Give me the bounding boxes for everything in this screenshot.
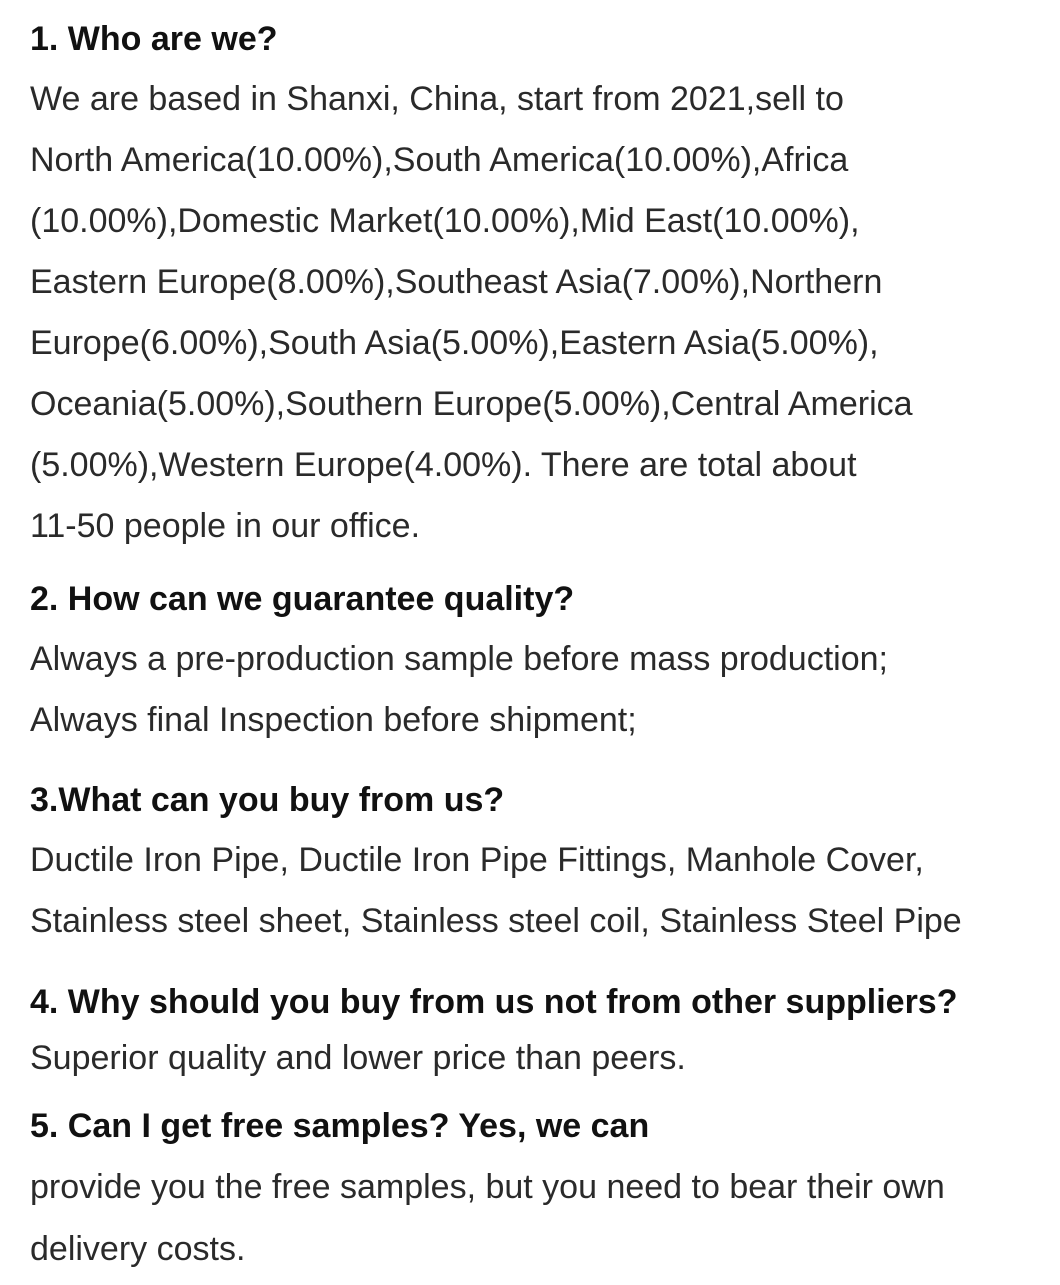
answer-line: Superior quality and lower price than peers.	[30, 1039, 686, 1077]
answer-line: Ductile Iron Pipe, Ductile Iron Pipe Fittings, Manhole Cover,	[30, 841, 924, 879]
faq-question: 2. How can we guarantee quality?	[30, 580, 575, 618]
answer-line: We are based in Shanxi, China, start from 2021,sell to	[30, 80, 844, 118]
answer-line: Stainless steel sheet, Stainless steel coil, Stainless Steel Pipe	[30, 902, 962, 940]
faq-item-free-samples	[30, 1096, 1060, 1280]
answer-line: North America(10.00%),South America(10.00%),Africa	[30, 141, 849, 179]
answer-line: Europe(6.00%),South Asia(5.00%),Eastern Asia(5.00%),	[30, 324, 879, 362]
faq-answer	[30, 1032, 1060, 1084]
answer-line: (5.00%),Western Europe(4.00%). There are total about	[30, 446, 857, 484]
faq-item-products	[30, 770, 1060, 952]
faq-question: 3.What can you buy from us?	[30, 781, 505, 819]
answer-line: Always final Inspection before shipment;	[30, 701, 637, 739]
answer-line: Oceania(5.00%),Southern Europe(5.00%),Central America	[30, 385, 913, 423]
faq-answer	[30, 69, 1060, 557]
answer-line: Always a pre-production sample before mass production;	[30, 640, 888, 678]
answer-line: provide you the free samples, but you need to bear their own	[30, 1168, 945, 1206]
faq-item-quality	[30, 569, 1060, 751]
faq-question: 4. Why should you buy from us not from other suppliers?	[30, 983, 958, 1021]
answer-line: 11-50 people in our office.	[30, 507, 421, 545]
faq-item-who-are-we	[30, 9, 1060, 557]
answer-line: (10.00%),Domestic Market(10.00%),Mid East(10.00%),	[30, 202, 860, 240]
faq-question: 5. Can I get free samples? Yes, we can	[30, 1107, 650, 1145]
answer-line: Eastern Europe(8.00%),Southeast Asia(7.00%),Northern	[30, 263, 883, 301]
faq-question: 1. Who are we?	[30, 20, 278, 58]
answer-line: delivery costs.	[30, 1230, 246, 1268]
faq-answer	[30, 629, 1060, 751]
faq-answer	[30, 1156, 1060, 1280]
faq-item-why-us	[30, 972, 1060, 1084]
faq-answer	[30, 830, 1060, 952]
